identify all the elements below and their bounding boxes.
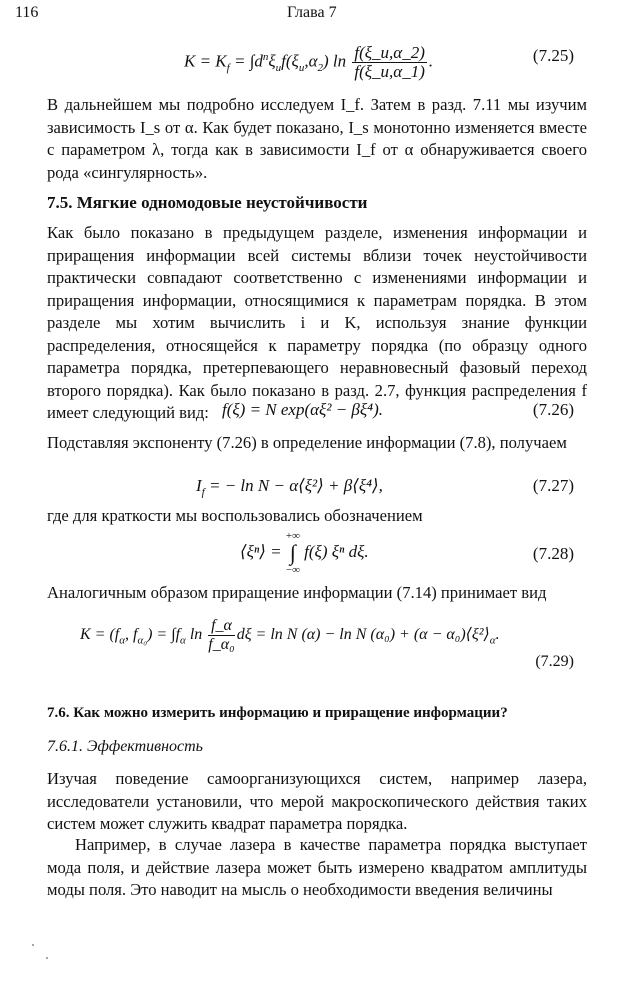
equation-7-26	[0, 400, 600, 426]
equation-7-28	[0, 530, 600, 580]
equation-7-25	[0, 34, 600, 80]
equation-7-28-formula: ⟨ξⁿ⟩ = +∞ ∫ −∞ f(ξ) ξⁿ dξ.	[240, 530, 369, 576]
equation-7-27-formula: $I_f$ = − ln N − α⟨ξ²⟩ + β⟨ξ⁴⟩,	[196, 476, 383, 499]
paragraph-6: Изучая поведение самоорганизующихся систем, например лазера, исследователи установили, что мерой макроскопического действия таких систем может служить квадрат параметра порядка.	[47, 769, 587, 833]
scan-speck	[32, 944, 34, 946]
paragraph-2: Как было показано в предыдущем разделе, изменения информации и приращения информации всей системы вблизи точек неустойчивости практически совпадают соответственно с изменениями информации и приращения информации, относящимися к параметрам порядка. В этом разделе мы хотим вычислить i и K, используя знание функции распределения, относящейся к параметру порядка (по образцу одного параметра порядка, претерпевающего неравновесный фазовый переход второго порядка). Как было показано в разд. 2.7, функция распределения f имеет следующий вид:	[47, 223, 587, 422]
running-header	[15, 4, 605, 26]
chapter-title: Глава 7	[287, 4, 337, 21]
paragraph-7: Например, в случае лазера в качестве параметра порядка выступает мода поля, и действие лазера может быть измерено квадратом амплитуды моды поля. Это наводит на мысль о необходимости введения величины	[47, 835, 587, 899]
equation-7-25-formula: $K = K_f = \int d^n\xi_uf(\xi_u,\alpha_2)$ ln $\frac{f(\xi\_u,\alpha\_2)}{f(\xi\_u,\alpha\_1)}$ .	[184, 43, 434, 81]
equation-number: (7.26)	[532, 400, 574, 419]
paragraph-4: где для краткости мы воспользовались обозначением	[47, 506, 423, 525]
equation-7-26-formula: f(ξ) = N exp(αξ² − βξ⁴).	[222, 400, 383, 419]
integral-sign: +∞ ∫ −∞	[285, 530, 300, 576]
scan-speck	[46, 957, 48, 959]
section-heading-7-6: 7.6. Как можно измерить информацию и приращение информации?	[47, 705, 508, 721]
page-number: 116	[15, 4, 39, 21]
fraction: $\frac{f(\xi\_u,\alpha\_2)}{f(\xi\_u,\alpha\_1)}$	[354, 43, 425, 81]
equation-7-27	[0, 476, 600, 502]
fraction: $\frac{f\_\alpha}{\text{f\_α₀}}$	[208, 617, 235, 653]
paragraph-3: Подставляя экспоненту (7.26) в определение информации (7.8), получаем	[47, 433, 567, 452]
equation-7-29-formula: $K = (f_\alpha$, $f_{\alpha_0}) = \int f_\alpha$ ln $\frac{f\_\alpha}{\text{f\_α₀}}$ dξ = ln N (α) − ln N $(\alpha_0) + (\alpha - \alpha_0)⟨\xi^2⟩_\alpha$.	[80, 617, 500, 653]
paragraph-5: Аналогичным образом приращение информации (7.14) принимает вид	[47, 583, 547, 602]
equation-number: (7.28)	[532, 544, 574, 563]
equation-number: (7.27)	[532, 476, 574, 495]
equation-number: (7.25)	[532, 46, 574, 65]
subsection-heading-7-6-1: 7.6.1. Эффективность	[47, 738, 203, 755]
paragraph-1: В дальнейшем мы подробно исследуем I_f. Затем в разд. 7.11 мы изучим зависимость I_s от α. Как будет показано, I_s монотонно изменяется вместе с параметром λ, тогда как в зависимости I_f от α обнаруживается своего рода «сингулярность».	[47, 95, 587, 182]
equation-number: (7.29)	[535, 653, 574, 670]
section-heading-7-5: 7.5. Мягкие одномодовые неустойчивости	[47, 193, 368, 212]
equation-7-29	[0, 613, 600, 675]
